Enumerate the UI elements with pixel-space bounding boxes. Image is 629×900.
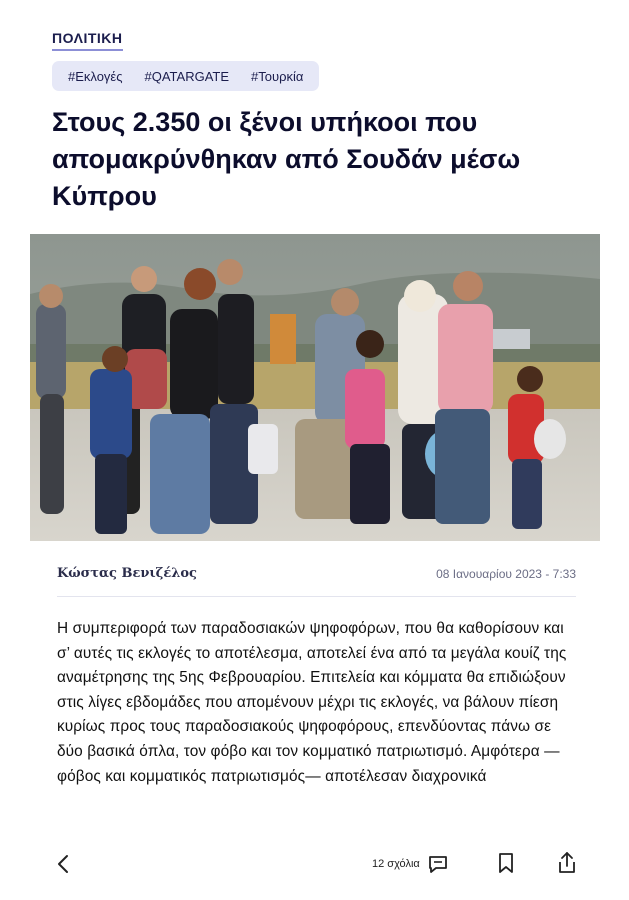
article-meta: [57, 566, 576, 581]
tag-qatargate[interactable]: #QATARGATE: [144, 68, 230, 84]
article-body: Η συμπεριφορά των παραδοσιακών ψηφοφόρων, που θα καθορίσουν και σ’ αυτές τις εκλογές το αποτέλεσμα, αποτελεί ένα από τα μεγάλα κουίζ της αναμέτρησης της 5ης Φεβρουαρίου. Επιτελεία και κόμματα θα επιδιώξουν στις λίγες εβδομάδες που απομένουν μέχρι τις εκλογές, να βάλουν πίεση κυρίως προς τους παραδοσιακούς ψηφοφόρους, επενδύοντας πάνω σε δύο βασικά όπλα, τον φόβο και τον κομματικό πατριωτισμό. Αμφότερα —φόβος και κομματικός πατριωτισμός— αποτέλεσαν διαχρονικά: [57, 620, 567, 785]
author-name[interactable]: Κώστας Βενιζέλος: [57, 566, 197, 581]
article-hero-image: [30, 234, 600, 541]
share-button[interactable]: [555, 850, 579, 876]
bottom-toolbar: [0, 838, 629, 900]
tag-elections[interactable]: #Εκλογές: [68, 68, 123, 84]
comments-count: 12 σχόλια: [372, 858, 420, 870]
tags-bar: [52, 61, 319, 91]
comments-button[interactable]: [372, 852, 450, 876]
category-label[interactable]: ΠΟΛΙΤΙΚΗ: [52, 30, 123, 51]
tag-turkey[interactable]: #Τουρκία: [251, 68, 304, 84]
back-button[interactable]: [52, 852, 76, 876]
bookmark-icon: [495, 851, 517, 875]
comment-bubble-icon: [426, 852, 450, 876]
bookmark-button[interactable]: [495, 851, 517, 875]
meta-divider: [57, 596, 576, 597]
back-chevron-icon: [52, 852, 76, 876]
share-icon: [555, 850, 579, 876]
publish-date: 08 Ιανουαρίου 2023 - 7:33: [436, 566, 576, 581]
article-headline: Στους 2.350 οι ξένοι υπήκοοι που απομακρύνθηκαν από Σουδάν μέσω Κύπρου: [52, 107, 521, 211]
